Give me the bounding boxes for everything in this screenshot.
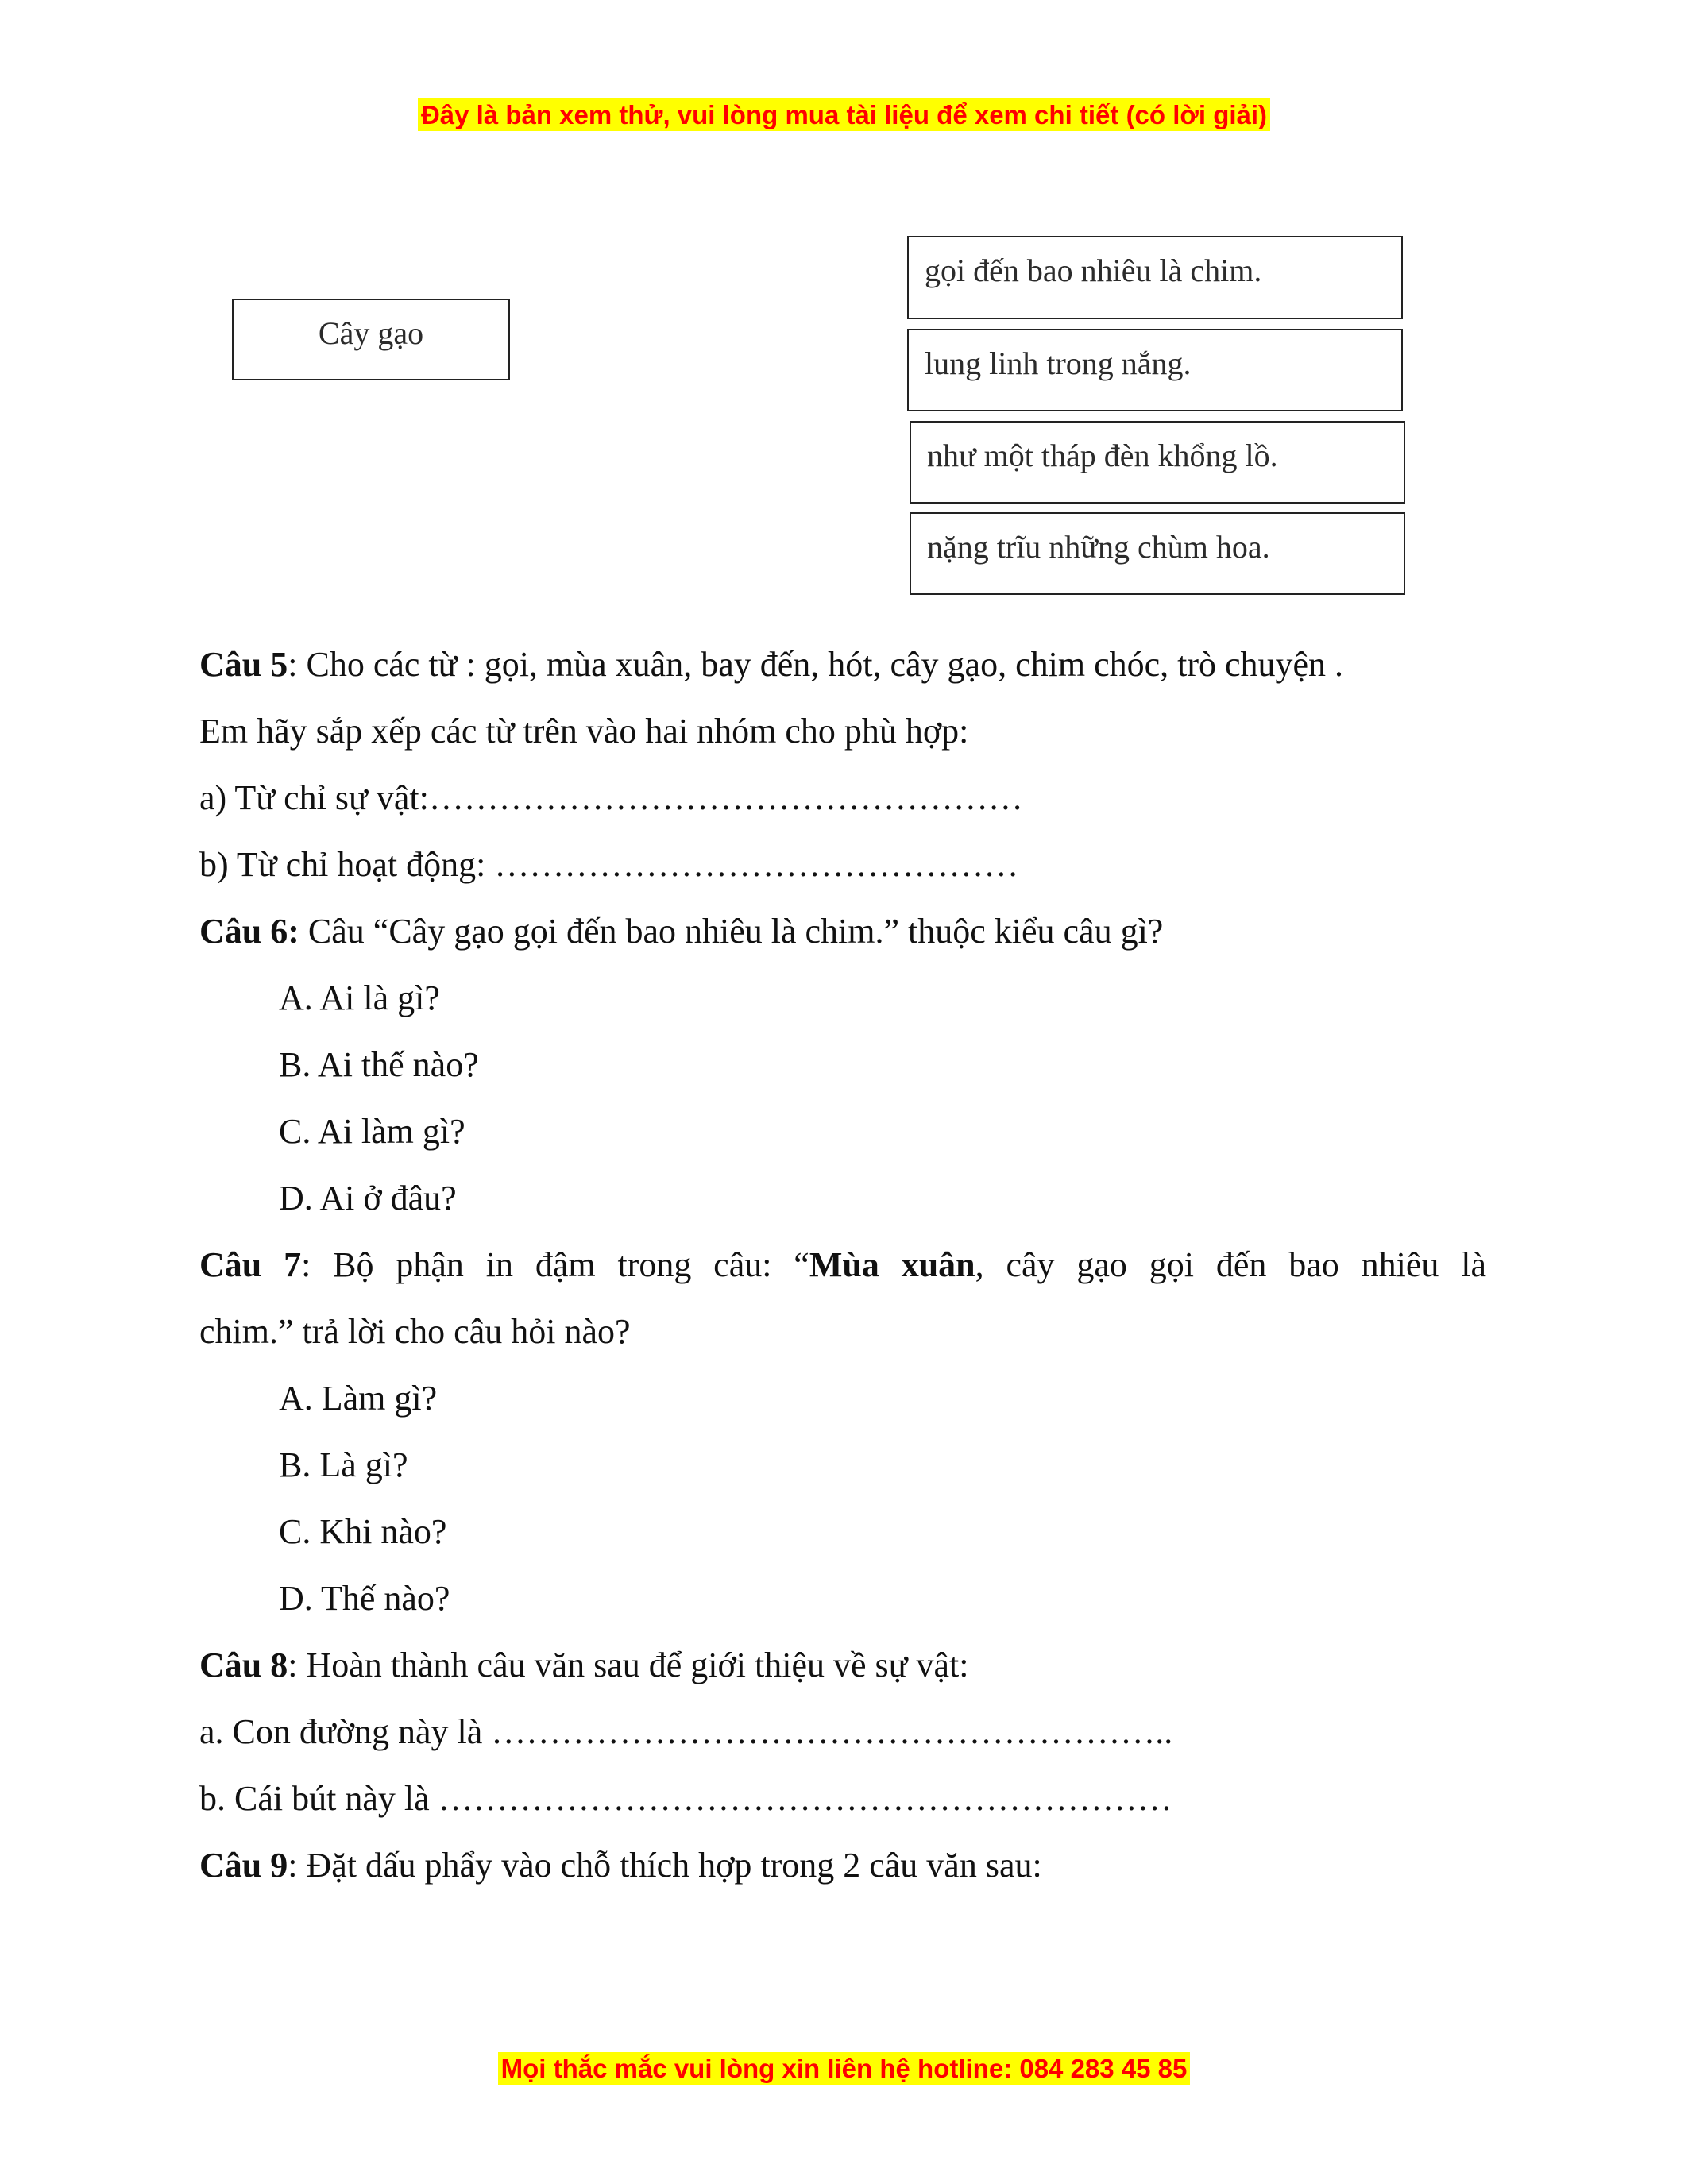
match-right-text-3: như một tháp đèn khổng lồ.: [927, 438, 1278, 473]
q7-line: [199, 1232, 1486, 1298]
q5-text: : Cho các từ : gọi, mùa xuân, bay đến, hót, cây gạo, chim chóc, trò chuyện .: [288, 645, 1344, 684]
q7-text-before: : Bộ phận in đậm trong câu: “: [301, 1245, 809, 1284]
q8-answer-b: b. Cái bút này là ………………………………………………………: [199, 1779, 1172, 1818]
match-right-box-2: [907, 329, 1403, 411]
q9-line: [199, 1832, 1486, 1899]
q9-text: : Đặt dấu phẩy vào chỗ thích hợp trong 2 câu văn sau:: [288, 1846, 1042, 1885]
q6-option-a: A. Ai là gì?: [279, 978, 440, 1017]
q6-line: [199, 898, 1486, 965]
match-right-box-4: [910, 512, 1405, 595]
q6-text: Câu “Cây gạo gọi đến bao nhiêu là chim.” thuộc kiểu câu gì?: [299, 912, 1164, 951]
q5-answer-a: a) Từ chỉ sự vật:……………………………………………: [199, 778, 1023, 817]
q8-line: [199, 1632, 1486, 1699]
q6-option-c: C. Ai làm gì?: [279, 1112, 465, 1151]
q5-label: Câu 5: [199, 645, 288, 684]
match-right-text-1: gọi đến bao nhiêu là chim.: [925, 253, 1262, 288]
match-right-box-3: [910, 421, 1405, 504]
q8-text: : Hoàn thành câu văn sau để giới thiệu về sự vật:: [288, 1646, 969, 1684]
match-left-text: Cây gạo: [318, 315, 424, 351]
q7-option-a: A. Làm gì?: [279, 1379, 438, 1418]
q7-text-after: , cây gạo gọi đến bao nhiêu là: [975, 1245, 1486, 1284]
match-right-box-1: [907, 236, 1403, 319]
q6-option-d: D. Ai ở đâu?: [279, 1179, 457, 1217]
q6-label: Câu 6:: [199, 912, 299, 951]
preview-notice: [0, 100, 1688, 130]
q5-answer-b: b) Từ chỉ hoạt động: ………………………………………: [199, 845, 1019, 884]
q5-line: [199, 631, 1486, 698]
hotline-notice-text: Mọi thắc mắc vui lòng xin liên hệ hotline: 084 283 45 85: [498, 2052, 1191, 2085]
q7-option-c: C. Khi nào?: [279, 1512, 447, 1551]
q8-answer-a: a. Con đường này là …………………………………………………..: [199, 1712, 1173, 1751]
q7-option-b: B. Là gì?: [279, 1445, 408, 1484]
q5-line2: Em hãy sắp xếp các từ trên vào hai nhóm cho phù hợp:: [199, 712, 969, 751]
q9-label: Câu 9: [199, 1846, 288, 1885]
match-right-text-2: lung linh trong nắng.: [925, 345, 1192, 381]
preview-notice-text: Đây là bản xem thử, vui lòng mua tài liệu để xem chi tiết (có lời giải): [418, 98, 1270, 131]
match-right-text-4: nặng trĩu những chùm hoa.: [927, 529, 1270, 565]
hotline-notice: [0, 2054, 1688, 2084]
q7-option-d: D. Thế nào?: [279, 1579, 450, 1618]
q6-option-b: B. Ai thế nào?: [279, 1045, 479, 1084]
match-left-box: [232, 299, 510, 380]
questions: [199, 631, 1486, 1899]
q7-label: Câu 7: [199, 1245, 302, 1284]
q7-bold-part: Mùa xuân: [809, 1245, 975, 1284]
q7-line2: chim.” trả lời cho câu hỏi nào?: [199, 1312, 631, 1351]
q8-label: Câu 8: [199, 1646, 288, 1684]
